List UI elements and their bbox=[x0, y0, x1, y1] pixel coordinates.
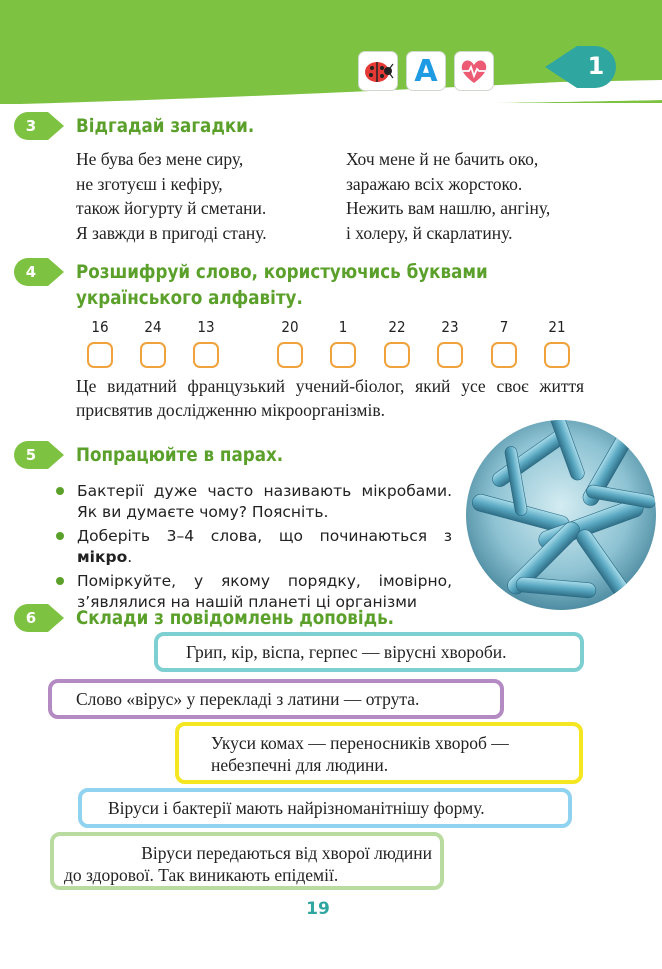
page-number: 19 bbox=[306, 899, 330, 919]
code-number: 23 bbox=[441, 318, 459, 336]
code-cell[interactable] bbox=[430, 318, 470, 368]
note-insect-bites[interactable] bbox=[175, 722, 583, 784]
note-text: Грип, кір, віспа, герпес — вірусні хвороби. bbox=[186, 642, 507, 662]
letter-box[interactable] bbox=[277, 342, 303, 368]
riddle-2-line: і холеру, й скарлатину. bbox=[346, 222, 513, 243]
bacteria-image bbox=[466, 420, 656, 610]
task-3-marker bbox=[14, 112, 68, 140]
note-text: Слово «вірус» у перекладі з латини — отрута. bbox=[76, 689, 420, 709]
letter-box[interactable] bbox=[140, 342, 166, 368]
bullet-text-end: . bbox=[127, 548, 133, 566]
letter-box[interactable] bbox=[437, 342, 463, 368]
bullet-text: Доберіть 3–4 слова, що починаються з bbox=[77, 527, 452, 545]
riddle-1-line: також йогурту й сметани. bbox=[76, 198, 267, 218]
task-4-title-line2: українського алфавіту. bbox=[76, 287, 303, 309]
riddle-1 bbox=[76, 147, 267, 245]
task-6-number: 6 bbox=[25, 609, 37, 627]
code-cell[interactable] bbox=[133, 318, 173, 368]
task-4-marker bbox=[14, 258, 68, 286]
task-3-title: Відгадай загадки. bbox=[76, 115, 255, 137]
note-text-line1: Укуси комах — переносників хвороб — bbox=[211, 733, 509, 753]
note-shapes[interactable] bbox=[78, 788, 572, 828]
letter-a-glyph: A bbox=[414, 53, 438, 89]
code-number: 7 bbox=[499, 318, 509, 336]
task-4-number: 4 bbox=[25, 263, 37, 281]
riddle-1-line: не зготуєш і кефіру, bbox=[76, 173, 223, 194]
task-6-marker bbox=[14, 604, 68, 632]
code-cell[interactable] bbox=[484, 318, 524, 368]
task-5-marker bbox=[14, 441, 68, 469]
note-text: Віруси і бактерії мають найрізноманітнішу форму. bbox=[108, 798, 485, 818]
note-text-line1: Віруси передаються від хворої людини bbox=[141, 843, 432, 863]
task-5-bullets bbox=[56, 481, 452, 616]
task-5-number: 5 bbox=[25, 446, 37, 464]
code-number: 21 bbox=[548, 318, 566, 336]
note-transmission[interactable] bbox=[50, 832, 444, 890]
task-6-title: Склади з повідомлень доповідь. bbox=[76, 607, 395, 629]
riddle-2-line: Хоч мене й не бачить око, bbox=[346, 149, 539, 169]
task-3-number: 3 bbox=[25, 117, 37, 135]
bullet-item bbox=[56, 526, 452, 568]
task-4-title bbox=[76, 259, 488, 311]
code-number: 20 bbox=[281, 318, 299, 336]
ladybug-icon bbox=[358, 51, 398, 91]
code-row bbox=[0, 318, 662, 368]
note-viruses-diseases[interactable] bbox=[154, 632, 584, 672]
code-cell[interactable] bbox=[323, 318, 363, 368]
code-cell[interactable] bbox=[80, 318, 120, 368]
letter-a-icon bbox=[406, 51, 446, 91]
bullet-dot-icon bbox=[56, 532, 64, 540]
letter-box[interactable] bbox=[544, 342, 570, 368]
chapter-number: 1 bbox=[587, 52, 605, 80]
code-cell[interactable] bbox=[377, 318, 417, 368]
riddle-2 bbox=[346, 147, 550, 245]
task-4-text: Це видатний французький учений-біолог, який усе своє життя присвятив дослідженню мікроорганізмів. bbox=[76, 376, 584, 420]
code-number: 1 bbox=[338, 318, 348, 336]
letter-box[interactable] bbox=[330, 342, 356, 368]
letter-box[interactable] bbox=[87, 342, 113, 368]
code-cell[interactable] bbox=[186, 318, 226, 368]
code-number: 22 bbox=[388, 318, 406, 336]
code-cell[interactable] bbox=[537, 318, 577, 368]
riddle-1-line: Не бува без мене сиру, bbox=[76, 149, 244, 169]
note-word-virus[interactable] bbox=[48, 679, 504, 719]
bullet-text: Поміркуйте, у якому порядку, імовірно, з’являлися на нашій планеті ці організми bbox=[77, 572, 452, 611]
code-number: 13 bbox=[197, 318, 215, 336]
header-icons bbox=[358, 51, 494, 91]
riddle-2-line: Нежить вам нашлю, ангіну, bbox=[346, 198, 551, 218]
code-number: 16 bbox=[91, 318, 109, 336]
heart-pulse-icon bbox=[454, 51, 494, 91]
code-number: 24 bbox=[144, 318, 162, 336]
letter-box[interactable] bbox=[491, 342, 517, 368]
bullet-dot-icon bbox=[56, 487, 64, 495]
bullet-text: Бактерії дуже часто називають мікробами. Як ви думаєте чому? Поясніть. bbox=[77, 482, 452, 521]
bullet-bold-word: мікро bbox=[77, 548, 128, 566]
note-text-line2: до здорової. Так виникають епідемії. bbox=[64, 865, 339, 885]
code-cell[interactable] bbox=[270, 318, 310, 368]
bullet-item bbox=[56, 481, 452, 523]
riddle-2-line: заражаю всіх жорстоко. bbox=[346, 173, 523, 194]
task-5-title: Попрацюйте в парах. bbox=[76, 444, 284, 466]
letter-box[interactable] bbox=[384, 342, 410, 368]
riddle-1-line: Я завжди в пригоді стану. bbox=[76, 222, 267, 243]
bullet-dot-icon bbox=[56, 577, 64, 585]
note-text-line2: небезпечні для людини. bbox=[211, 755, 389, 775]
letter-box[interactable] bbox=[193, 342, 219, 368]
task-4-title-line1: Розшифруй слово, користуючись буквами bbox=[76, 261, 488, 283]
